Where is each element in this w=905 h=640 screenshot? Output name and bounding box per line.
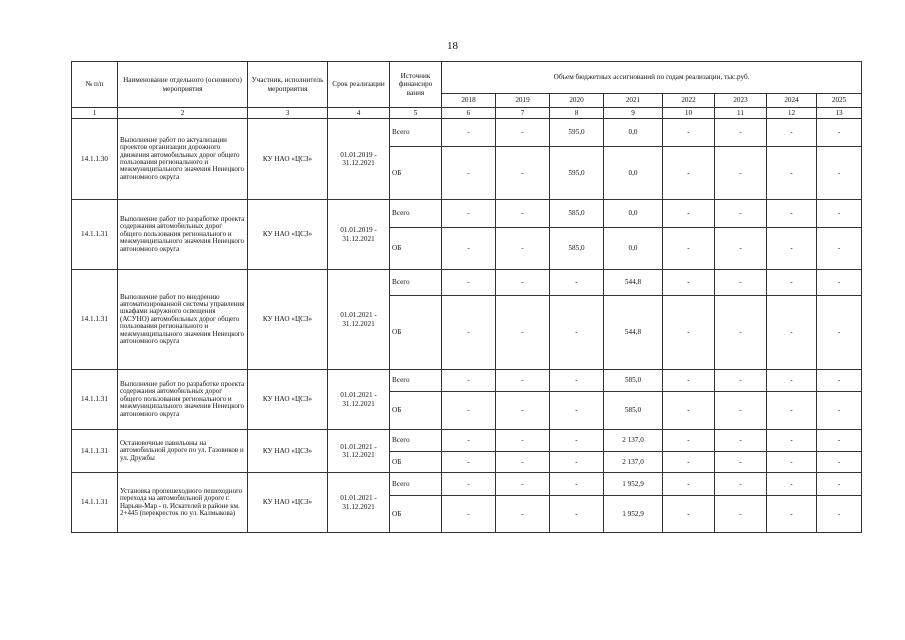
funding-source: ОБ bbox=[390, 228, 442, 270]
value-cell: - bbox=[550, 452, 604, 473]
value-cell: 585,0 bbox=[550, 200, 604, 228]
col-number: 6 bbox=[442, 108, 496, 119]
value-cell: - bbox=[442, 392, 496, 430]
funding-source: ОБ bbox=[390, 147, 442, 200]
value-cell: - bbox=[496, 147, 550, 200]
value-cell: 544,8 bbox=[604, 296, 663, 370]
row-number: 14.1.1.30 bbox=[72, 119, 118, 200]
value-cell: - bbox=[715, 270, 767, 296]
value-cell: - bbox=[817, 200, 862, 228]
col-number: 12 bbox=[767, 108, 817, 119]
value-cell: - bbox=[550, 496, 604, 533]
value-cell: - bbox=[817, 228, 862, 270]
value-cell: - bbox=[663, 392, 715, 430]
value-cell: 0,0 bbox=[604, 119, 663, 147]
header-year: 2018 bbox=[442, 94, 496, 108]
table-row bbox=[72, 119, 862, 147]
header-participant: Участник, исполнитель мероприятия bbox=[248, 62, 328, 108]
value-cell: 1 952,9 bbox=[604, 496, 663, 533]
value-cell: - bbox=[663, 370, 715, 392]
value-cell: - bbox=[663, 430, 715, 452]
value-cell: - bbox=[715, 473, 767, 496]
value-cell: - bbox=[767, 496, 817, 533]
header-year: 2021 bbox=[604, 94, 663, 108]
value-cell: - bbox=[663, 270, 715, 296]
value-cell: - bbox=[767, 473, 817, 496]
value-cell: - bbox=[767, 270, 817, 296]
value-cell: - bbox=[496, 392, 550, 430]
row-number: 14.1.1.31 bbox=[72, 430, 118, 473]
value-cell: - bbox=[817, 473, 862, 496]
value-cell: - bbox=[715, 119, 767, 147]
activity-name: Выполнение работ по разработке проекта содержания автомобильных дорог общего пользования регионального и межмуниципального значения Ненецкого автономного округа bbox=[118, 200, 248, 270]
page-number: 18 bbox=[447, 40, 458, 52]
value-cell: - bbox=[767, 370, 817, 392]
value-cell: - bbox=[550, 473, 604, 496]
value-cell: - bbox=[550, 270, 604, 296]
header-name: Наименование отдельного (основного) мероприятия bbox=[118, 62, 248, 108]
participant: КУ НАО «ЦСЗ» bbox=[248, 200, 328, 270]
value-cell: - bbox=[442, 452, 496, 473]
value-cell: - bbox=[442, 147, 496, 200]
header-num: № п/п bbox=[72, 62, 118, 108]
value-cell: 585,0 bbox=[604, 370, 663, 392]
header-year: 2024 bbox=[767, 94, 817, 108]
value-cell: 2 137,0 bbox=[604, 452, 663, 473]
row-number: 14.1.1.31 bbox=[72, 270, 118, 370]
value-cell: - bbox=[496, 119, 550, 147]
value-cell: - bbox=[663, 452, 715, 473]
value-cell: 595,0 bbox=[550, 119, 604, 147]
col-number: 1 bbox=[72, 108, 118, 119]
col-number: 3 bbox=[248, 108, 328, 119]
value-cell: - bbox=[496, 270, 550, 296]
value-cell: - bbox=[817, 392, 862, 430]
value-cell: - bbox=[663, 473, 715, 496]
term: 01.01.2021 - 31.12.2021 bbox=[328, 473, 390, 533]
value-cell: - bbox=[817, 430, 862, 452]
value-cell: - bbox=[715, 392, 767, 430]
value-cell: - bbox=[663, 496, 715, 533]
funding-source: Всего bbox=[390, 270, 442, 296]
participant: КУ НАО «ЦСЗ» bbox=[248, 270, 328, 370]
value-cell: 0,0 bbox=[604, 147, 663, 200]
value-cell: - bbox=[767, 228, 817, 270]
funding-source: Всего bbox=[390, 430, 442, 452]
value-cell: - bbox=[715, 370, 767, 392]
value-cell: - bbox=[442, 496, 496, 533]
value-cell: - bbox=[767, 452, 817, 473]
col-number: 5 bbox=[390, 108, 442, 119]
value-cell: - bbox=[663, 119, 715, 147]
col-number: 10 bbox=[663, 108, 715, 119]
value-cell: - bbox=[496, 452, 550, 473]
value-cell: - bbox=[550, 370, 604, 392]
value-cell: - bbox=[442, 270, 496, 296]
value-cell: - bbox=[817, 370, 862, 392]
participant: КУ НАО «ЦСЗ» bbox=[248, 430, 328, 473]
table-row bbox=[72, 430, 862, 452]
col-number: 13 bbox=[817, 108, 862, 119]
value-cell: - bbox=[715, 430, 767, 452]
col-number: 4 bbox=[328, 108, 390, 119]
header-year: 2023 bbox=[715, 94, 767, 108]
value-cell: 0,0 bbox=[604, 200, 663, 228]
value-cell: - bbox=[767, 147, 817, 200]
value-cell: - bbox=[663, 296, 715, 370]
value-cell: - bbox=[817, 119, 862, 147]
activity-name: Выполнение работ по актуализации проектов организации дорожного движения автомобильных дорог общего пользования регионального и межмуниципального значения Ненецкого автономного округа bbox=[118, 119, 248, 200]
value-cell: - bbox=[767, 119, 817, 147]
value-cell: 544,8 bbox=[604, 270, 663, 296]
funding-source: Всего bbox=[390, 370, 442, 392]
term: 01.01.2021 - 31.12.2021 bbox=[328, 370, 390, 430]
header-year: 2022 bbox=[663, 94, 715, 108]
value-cell: - bbox=[550, 392, 604, 430]
table-row bbox=[72, 370, 862, 392]
value-cell: - bbox=[663, 147, 715, 200]
value-cell: - bbox=[817, 496, 862, 533]
term: 01.01.2019 - 31.12.2021 bbox=[328, 119, 390, 200]
activity-name: Выполнение работ по разработке проекта содержания автомобильных дорог общего пользования регионального и межмуниципального значения Ненецкого автономного округа bbox=[118, 370, 248, 430]
col-number: 2 bbox=[118, 108, 248, 119]
header-year: 2025 bbox=[817, 94, 862, 108]
funding-source: Всего bbox=[390, 119, 442, 147]
funding-source: ОБ bbox=[390, 392, 442, 430]
value-cell: - bbox=[442, 228, 496, 270]
col-number: 8 bbox=[550, 108, 604, 119]
activity-name: Остановочные павильоны на автомобильной дороге по ул. Газовиков и ул. Дружбы bbox=[118, 430, 248, 473]
value-cell: - bbox=[550, 430, 604, 452]
activity-name: Установка пропешеходного пешеходного перехода на автомобильной дороге г. Нарьян-Мар - п. Искателей в районе км. 2+445 (перекресток по ул. Калмыкова) bbox=[118, 473, 248, 533]
value-cell: - bbox=[442, 296, 496, 370]
value-cell: - bbox=[663, 228, 715, 270]
term: 01.01.2021 - 31.12.2021 bbox=[328, 270, 390, 370]
value-cell: - bbox=[442, 473, 496, 496]
value-cell: - bbox=[496, 200, 550, 228]
budget-table bbox=[71, 61, 862, 533]
term: 01.01.2019 - 31.12.2021 bbox=[328, 200, 390, 270]
value-cell: - bbox=[442, 200, 496, 228]
funding-source: ОБ bbox=[390, 296, 442, 370]
value-cell: 0,0 bbox=[604, 228, 663, 270]
row-number: 14.1.1.31 bbox=[72, 370, 118, 430]
value-cell: - bbox=[663, 200, 715, 228]
value-cell: - bbox=[817, 296, 862, 370]
value-cell: - bbox=[442, 119, 496, 147]
value-cell: - bbox=[715, 147, 767, 200]
value-cell: - bbox=[442, 430, 496, 452]
value-cell: - bbox=[496, 473, 550, 496]
activity-name: Выполнение работ по внедрению автоматизированной системы управления шкафами наружного освещения (АСУНО) автомобильных дорог общего пользования регионального и межмуниципального значения Ненецкого автономного округа bbox=[118, 270, 248, 370]
value-cell: - bbox=[496, 228, 550, 270]
value-cell: 595,0 bbox=[550, 147, 604, 200]
funding-source: ОБ bbox=[390, 496, 442, 533]
value-cell: 585,0 bbox=[550, 228, 604, 270]
header-source: Источник финансиро вания bbox=[390, 62, 442, 108]
table-row bbox=[72, 473, 862, 496]
value-cell: 2 137,0 bbox=[604, 430, 663, 452]
col-number: 7 bbox=[496, 108, 550, 119]
value-cell: - bbox=[496, 496, 550, 533]
header-volume: Объем бюджетных ассигнований по годам реализации, тыс.руб. bbox=[442, 62, 862, 94]
row-number: 14.1.1.31 bbox=[72, 200, 118, 270]
value-cell: - bbox=[715, 200, 767, 228]
value-cell: - bbox=[767, 200, 817, 228]
participant: КУ НАО «ЦСЗ» bbox=[248, 370, 328, 430]
value-cell: - bbox=[715, 496, 767, 533]
value-cell: - bbox=[496, 430, 550, 452]
term: 01.01.2021 - 31.12.2021 bbox=[328, 430, 390, 473]
header-year: 2019 bbox=[496, 94, 550, 108]
value-cell: - bbox=[715, 228, 767, 270]
value-cell: - bbox=[496, 296, 550, 370]
value-cell: - bbox=[496, 370, 550, 392]
value-cell: 1 952,9 bbox=[604, 473, 663, 496]
value-cell: - bbox=[550, 296, 604, 370]
value-cell: - bbox=[767, 430, 817, 452]
value-cell: 585,0 bbox=[604, 392, 663, 430]
value-cell: - bbox=[767, 392, 817, 430]
header-year: 2020 bbox=[550, 94, 604, 108]
header-term: Срок реализации bbox=[328, 62, 390, 108]
value-cell: - bbox=[817, 452, 862, 473]
value-cell: - bbox=[442, 370, 496, 392]
table-row bbox=[72, 200, 862, 228]
funding-source: Всего bbox=[390, 473, 442, 496]
funding-source: ОБ bbox=[390, 452, 442, 473]
value-cell: - bbox=[817, 270, 862, 296]
participant: КУ НАО «ЦСЗ» bbox=[248, 119, 328, 200]
funding-source: Всего bbox=[390, 200, 442, 228]
value-cell: - bbox=[715, 296, 767, 370]
value-cell: - bbox=[715, 452, 767, 473]
row-number: 14.1.1.31 bbox=[72, 473, 118, 533]
participant: КУ НАО «ЦСЗ» bbox=[248, 473, 328, 533]
col-number: 9 bbox=[604, 108, 663, 119]
value-cell: - bbox=[767, 296, 817, 370]
col-number: 11 bbox=[715, 108, 767, 119]
table-row bbox=[72, 270, 862, 296]
value-cell: - bbox=[817, 147, 862, 200]
